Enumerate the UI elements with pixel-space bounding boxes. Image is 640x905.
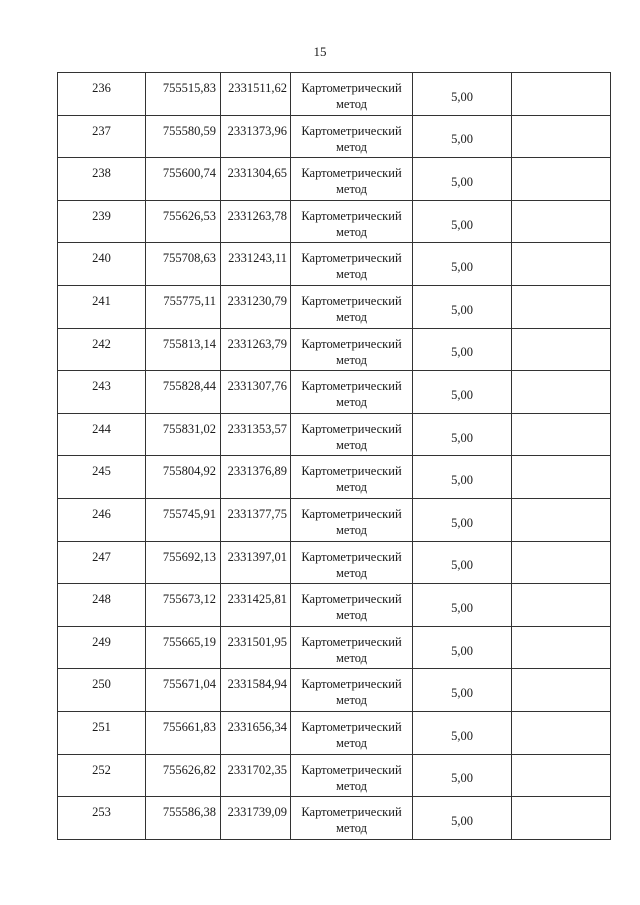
x-coordinate-cell: 755661,83	[146, 711, 221, 754]
point-number-cell: 245	[58, 456, 146, 499]
table-row	[58, 626, 611, 669]
point-number-cell: 242	[58, 328, 146, 371]
y-coordinate-cell: 2331584,94	[221, 669, 291, 712]
accuracy-cell: 5,00	[413, 541, 512, 584]
accuracy-cell: 5,00	[413, 158, 512, 201]
point-number-cell: 237	[58, 115, 146, 158]
accuracy-cell: 5,00	[413, 669, 512, 712]
method-cell: Картометрический метод	[291, 754, 413, 797]
table-row	[58, 200, 611, 243]
method-cell: Картометрический метод	[291, 328, 413, 371]
accuracy-cell: 5,00	[413, 711, 512, 754]
accuracy-cell: 5,00	[413, 371, 512, 414]
table-row	[58, 115, 611, 158]
x-coordinate-cell: 755745,91	[146, 498, 221, 541]
method-cell: Картометрический метод	[291, 73, 413, 116]
accuracy-cell: 5,00	[413, 584, 512, 627]
y-coordinate-cell: 2331243,11	[221, 243, 291, 286]
x-coordinate-cell: 755626,82	[146, 754, 221, 797]
point-number-cell: 252	[58, 754, 146, 797]
y-coordinate-cell: 2331425,81	[221, 584, 291, 627]
point-number-cell: 251	[58, 711, 146, 754]
method-cell: Картометрический метод	[291, 456, 413, 499]
accuracy-cell: 5,00	[413, 73, 512, 116]
table-row	[58, 371, 611, 414]
point-number-cell: 244	[58, 413, 146, 456]
method-cell: Картометрический метод	[291, 158, 413, 201]
method-cell: Картометрический метод	[291, 285, 413, 328]
point-number-cell: 249	[58, 626, 146, 669]
y-coordinate-cell: 2331304,65	[221, 158, 291, 201]
y-coordinate-cell: 2331263,78	[221, 200, 291, 243]
method-cell: Картометрический метод	[291, 626, 413, 669]
method-cell: Картометрический метод	[291, 797, 413, 840]
x-coordinate-cell: 755673,12	[146, 584, 221, 627]
x-coordinate-cell: 755600,74	[146, 158, 221, 201]
x-coordinate-cell: 755586,38	[146, 797, 221, 840]
method-cell: Картометрический метод	[291, 200, 413, 243]
table-row	[58, 285, 611, 328]
y-coordinate-cell: 2331353,57	[221, 413, 291, 456]
note-cell	[512, 328, 611, 371]
note-cell	[512, 626, 611, 669]
table-row	[58, 797, 611, 840]
table-row	[58, 754, 611, 797]
point-number-cell: 247	[58, 541, 146, 584]
note-cell	[512, 73, 611, 116]
method-cell: Картометрический метод	[291, 413, 413, 456]
table-row	[58, 73, 611, 116]
note-cell	[512, 200, 611, 243]
coordinates-table	[57, 72, 611, 840]
accuracy-cell: 5,00	[413, 328, 512, 371]
page-number: 15	[313, 44, 327, 59]
point-number-cell: 246	[58, 498, 146, 541]
x-coordinate-cell: 755515,83	[146, 73, 221, 116]
x-coordinate-cell: 755626,53	[146, 200, 221, 243]
table-row	[58, 669, 611, 712]
note-cell	[512, 243, 611, 286]
y-coordinate-cell: 2331656,34	[221, 711, 291, 754]
x-coordinate-cell: 755692,13	[146, 541, 221, 584]
table-row	[58, 541, 611, 584]
accuracy-cell: 5,00	[413, 413, 512, 456]
y-coordinate-cell: 2331263,79	[221, 328, 291, 371]
note-cell	[512, 413, 611, 456]
accuracy-cell: 5,00	[413, 626, 512, 669]
x-coordinate-cell: 755828,44	[146, 371, 221, 414]
x-coordinate-cell: 755580,59	[146, 115, 221, 158]
note-cell	[512, 115, 611, 158]
table-row	[58, 584, 611, 627]
x-coordinate-cell: 755804,92	[146, 456, 221, 499]
x-coordinate-cell: 755665,19	[146, 626, 221, 669]
table-row	[58, 158, 611, 201]
y-coordinate-cell: 2331307,76	[221, 371, 291, 414]
x-coordinate-cell: 755671,04	[146, 669, 221, 712]
point-number-cell: 250	[58, 669, 146, 712]
x-coordinate-cell: 755813,14	[146, 328, 221, 371]
method-cell: Картометрический метод	[291, 243, 413, 286]
method-cell: Картометрический метод	[291, 584, 413, 627]
y-coordinate-cell: 2331501,95	[221, 626, 291, 669]
note-cell	[512, 711, 611, 754]
accuracy-cell: 5,00	[413, 498, 512, 541]
x-coordinate-cell: 755831,02	[146, 413, 221, 456]
method-cell: Картометрический метод	[291, 498, 413, 541]
x-coordinate-cell: 755775,11	[146, 285, 221, 328]
point-number-cell: 253	[58, 797, 146, 840]
table-row	[58, 243, 611, 286]
note-cell	[512, 456, 611, 499]
accuracy-cell: 5,00	[413, 243, 512, 286]
accuracy-cell: 5,00	[413, 285, 512, 328]
method-cell: Картометрический метод	[291, 669, 413, 712]
accuracy-cell: 5,00	[413, 200, 512, 243]
note-cell	[512, 285, 611, 328]
method-cell: Картометрический метод	[291, 371, 413, 414]
accuracy-cell: 5,00	[413, 115, 512, 158]
y-coordinate-cell: 2331230,79	[221, 285, 291, 328]
accuracy-cell: 5,00	[413, 797, 512, 840]
note-cell	[512, 541, 611, 584]
note-cell	[512, 498, 611, 541]
y-coordinate-cell: 2331702,35	[221, 754, 291, 797]
point-number-cell: 236	[58, 73, 146, 116]
accuracy-cell: 5,00	[413, 456, 512, 499]
table-row	[58, 456, 611, 499]
x-coordinate-cell: 755708,63	[146, 243, 221, 286]
point-number-cell: 239	[58, 200, 146, 243]
note-cell	[512, 797, 611, 840]
y-coordinate-cell: 2331511,62	[221, 73, 291, 116]
y-coordinate-cell: 2331373,96	[221, 115, 291, 158]
point-number-cell: 238	[58, 158, 146, 201]
point-number-cell: 248	[58, 584, 146, 627]
method-cell: Картометрический метод	[291, 541, 413, 584]
point-number-cell: 240	[58, 243, 146, 286]
method-cell: Картометрический метод	[291, 711, 413, 754]
y-coordinate-cell: 2331739,09	[221, 797, 291, 840]
accuracy-cell: 5,00	[413, 754, 512, 797]
note-cell	[512, 584, 611, 627]
y-coordinate-cell: 2331376,89	[221, 456, 291, 499]
point-number-cell: 243	[58, 371, 146, 414]
table-row	[58, 711, 611, 754]
point-number-cell: 241	[58, 285, 146, 328]
y-coordinate-cell: 2331397,01	[221, 541, 291, 584]
table-body	[58, 73, 611, 840]
note-cell	[512, 669, 611, 712]
table-row	[58, 328, 611, 371]
note-cell	[512, 754, 611, 797]
note-cell	[512, 371, 611, 414]
table-row	[58, 498, 611, 541]
table-row	[58, 413, 611, 456]
note-cell	[512, 158, 611, 201]
method-cell: Картометрический метод	[291, 115, 413, 158]
y-coordinate-cell: 2331377,75	[221, 498, 291, 541]
